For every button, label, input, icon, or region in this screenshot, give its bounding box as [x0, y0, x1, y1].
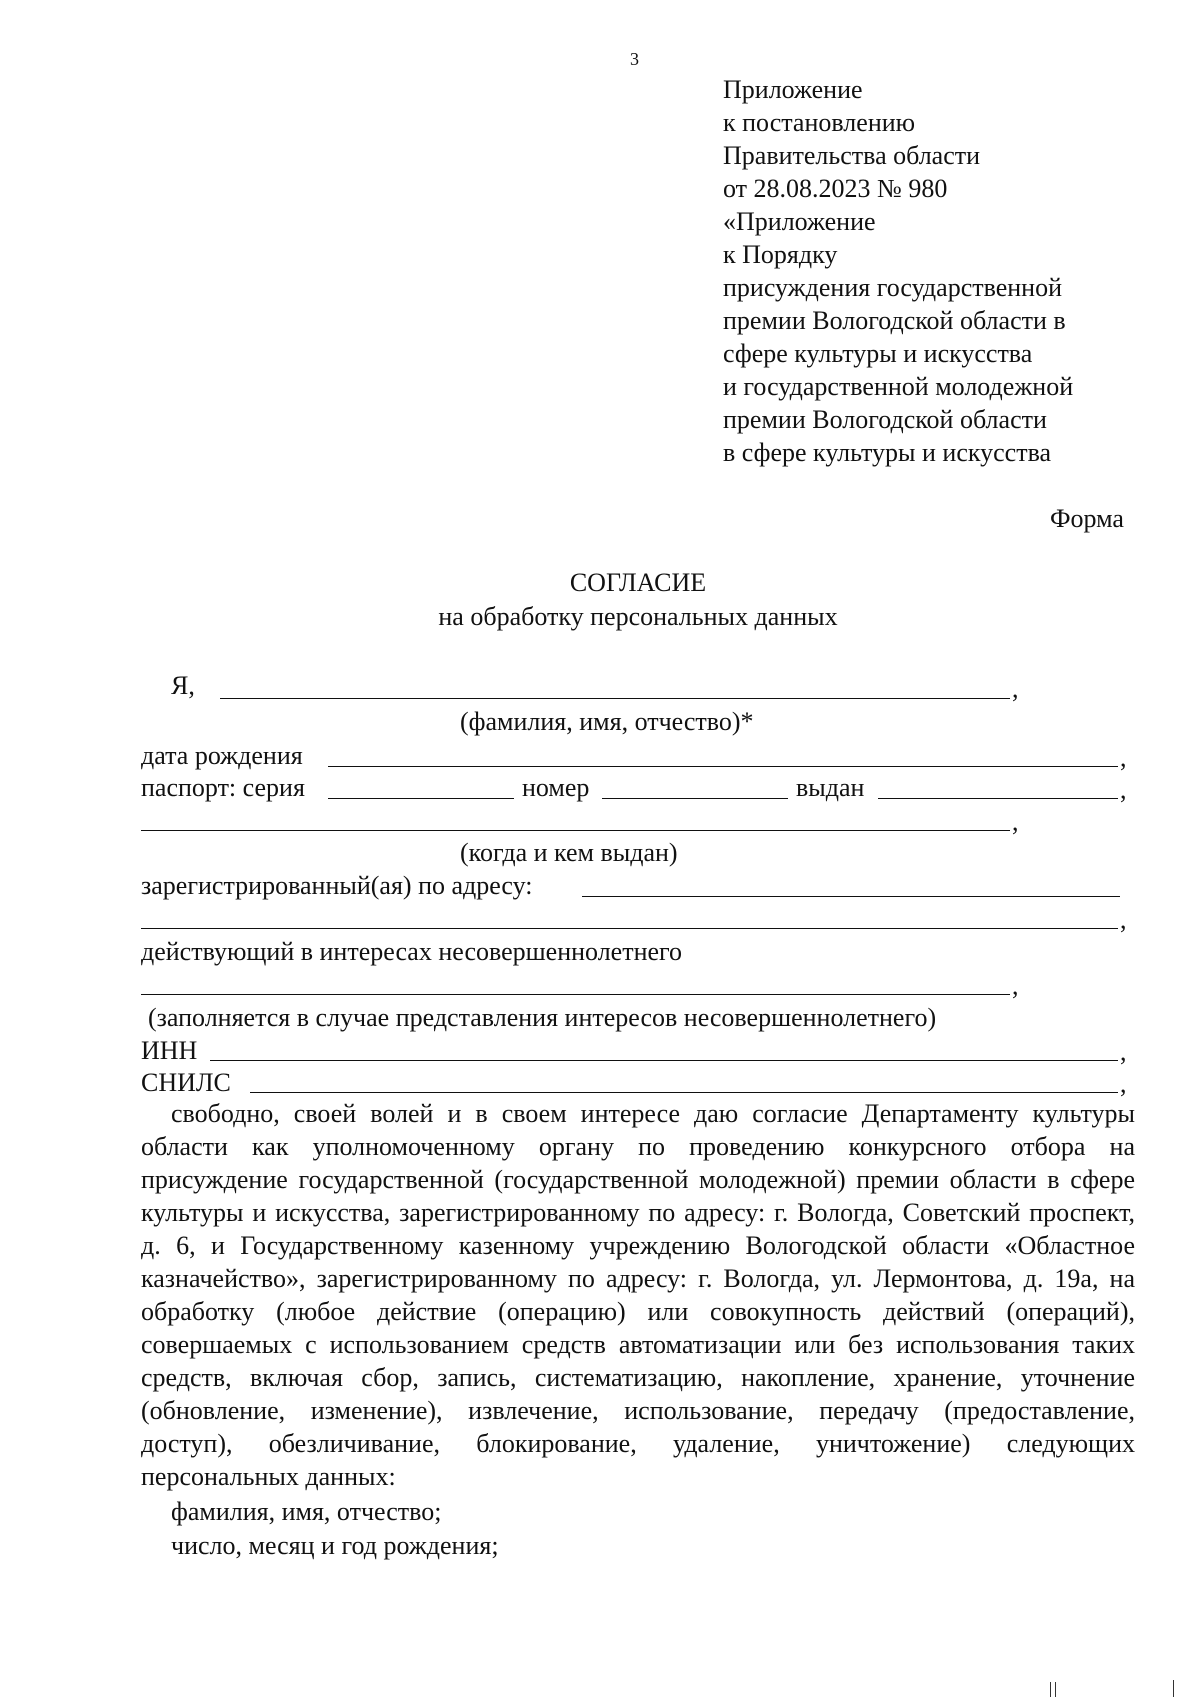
appendix-line: премии Вологодской области в	[723, 306, 1066, 335]
acting-label: действующий в интересах несовершеннолетнего	[141, 937, 683, 966]
birth-date-blank[interactable]	[328, 766, 1118, 767]
appendix-block	[723, 73, 1073, 469]
snils-blank[interactable]	[250, 1092, 1118, 1093]
scan-edge-mark	[1055, 1682, 1056, 1697]
fio-hint: (фамилия, имя, отчество)*	[460, 707, 754, 736]
appendix-line: «Приложение	[723, 207, 876, 236]
ya-label: Я,	[171, 671, 195, 700]
address-blank-1[interactable]	[582, 896, 1120, 897]
appendix-line: в сфере культуры и искусства	[723, 438, 1052, 467]
issued-comma: ,	[1012, 807, 1019, 836]
appendix-line: и государственной молодежной	[723, 372, 1074, 401]
minor-comma: ,	[1012, 971, 1019, 1000]
passport-series-blank[interactable]	[328, 798, 514, 799]
consent-body-text: свободно, своей волей и в своем интересе даю согласие Департаменту культуры области как уполномоченному органу по проведению конкурсного отбора на присуждение государственной (государственной молодежной) премии области в сфере культуры и искусства, зарегистрированному по адресу: г. Вологда, Советский проспект, д. 6, и Государственному казенному учреждению Вологодской области «Областное казначейство», зарегистрированному по адресу: г. Вологда, ул. Лермонтова, д. 19а, на обработку (любое действие (операцию) или совокупность действий (операций), совершаемых с использованием средств автоматизации или без использования таких средств, включая сбор, запись, систематизацию, накопление, хранение, уточнение (обновление, изменение), извлечение, использование, передачу (предоставление, доступ), обезличивание, блокирование, удаление, уничтожение) следующих персональных данных:	[141, 1099, 1135, 1491]
passport-issued-blank[interactable]	[878, 798, 1118, 799]
address-blank-2[interactable]	[141, 928, 1118, 929]
scan-edge-mark	[1050, 1682, 1051, 1697]
form-label: Форма	[1050, 504, 1124, 533]
document-title: СОГЛАСИЕ	[569, 568, 707, 597]
appendix-line: Правительства области	[723, 141, 981, 170]
inn-blank[interactable]	[210, 1060, 1118, 1061]
issued-hint: (когда и кем выдан)	[460, 838, 678, 867]
list-item: число, месяц и год рождения;	[171, 1531, 499, 1560]
inn-comma: ,	[1120, 1037, 1127, 1066]
inn-label: ИНН	[141, 1036, 198, 1065]
passport-issued-label: выдан	[796, 773, 865, 802]
fio-blank[interactable]	[220, 698, 1010, 699]
document-subtitle: на обработку персональных данных	[438, 602, 838, 631]
appendix-line: от 28.08.2023 № 980	[723, 174, 948, 203]
birth-label: дата рождения	[141, 741, 303, 770]
scan-edge-mark	[1173, 1680, 1174, 1697]
appendix-line: Приложение	[723, 75, 863, 104]
minor-blank[interactable]	[141, 994, 1010, 995]
appendix-line: сфере культуры и искусства	[723, 339, 1033, 368]
passport-comma: ,	[1120, 775, 1127, 804]
list-item: фамилия, имя, отчество;	[171, 1497, 442, 1526]
passport-number-label: номер	[522, 773, 590, 802]
address-label: зарегистрированный(ая) по адресу:	[141, 871, 533, 900]
appendix-line: к постановлению	[723, 108, 916, 137]
birth-comma: ,	[1120, 743, 1127, 772]
appendix-line: премии Вологодской области	[723, 405, 1047, 434]
passport-series-label: паспорт: серия	[141, 773, 305, 802]
snils-comma: ,	[1120, 1069, 1127, 1098]
appendix-line: к Порядку	[723, 240, 838, 269]
appendix-line: присуждения государственной	[723, 273, 1063, 302]
fio-comma: ,	[1012, 674, 1019, 703]
issued-by-blank[interactable]	[141, 830, 1010, 831]
address-comma: ,	[1120, 905, 1127, 934]
page-number: 3	[630, 49, 639, 69]
snils-label: СНИЛС	[141, 1068, 231, 1097]
minor-hint: (заполняется в случае представления интересов несовершеннолетнего)	[148, 1003, 937, 1032]
passport-number-blank[interactable]	[602, 798, 788, 799]
